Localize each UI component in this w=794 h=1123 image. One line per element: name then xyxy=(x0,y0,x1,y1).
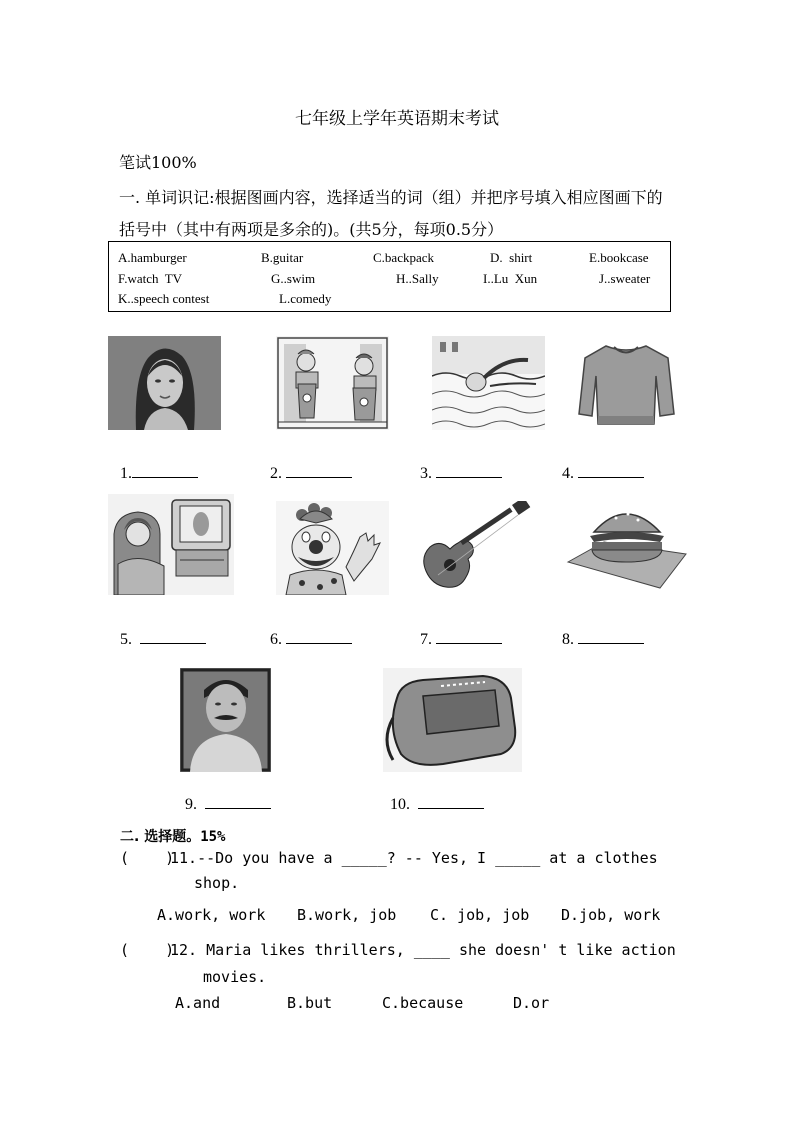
item-7-label: 7. xyxy=(420,629,502,649)
girl-portrait-image xyxy=(108,336,221,430)
question-11-text-cont: shop. xyxy=(194,874,240,892)
answer-blank-3[interactable] xyxy=(436,463,502,478)
sweater-image xyxy=(576,336,677,430)
word-bank xyxy=(108,241,671,312)
exam-title: 七年级上学年英语期末考试 xyxy=(295,109,499,129)
option-e: E.bookcase xyxy=(589,250,649,265)
answer-blank-9[interactable] xyxy=(205,794,271,809)
question-12-option-b[interactable]: B.but xyxy=(287,994,333,1012)
question-11-option-c[interactable]: C. job, job xyxy=(430,906,530,924)
item-1-label: 1. xyxy=(120,463,198,483)
item-10-label: 10. xyxy=(390,794,484,814)
answer-blank-4[interactable] xyxy=(578,463,644,478)
speech-contest-image xyxy=(276,336,389,430)
option-h: H..Sally xyxy=(396,271,439,286)
option-l: L.comedy xyxy=(279,291,332,306)
part1-heading-line1: 一. 单词识记:根据图画内容，选择适当的词（组）并把序号填入相应图画下的 xyxy=(119,188,663,207)
hamburger-image xyxy=(564,492,690,595)
part1-heading-line2: 括号中（其中有两项是多余的)。(共5分，每项0.5分） xyxy=(119,220,504,239)
clown-image xyxy=(276,501,389,595)
guitar-image xyxy=(420,501,533,595)
item-9-label: 9. xyxy=(185,794,271,814)
item-3-label: 3. xyxy=(420,463,502,483)
answer-blank-10[interactable] xyxy=(418,794,484,809)
item-6-label: 6. xyxy=(270,629,352,649)
question-11-option-b[interactable]: B.work, job xyxy=(297,906,397,924)
part2-heading: 二. 选择题。15% xyxy=(120,829,226,845)
answer-blank-8[interactable] xyxy=(578,629,644,644)
watching-tv-image xyxy=(108,494,234,595)
item-5-label: 5. xyxy=(120,629,206,649)
option-c: C.backpack xyxy=(373,250,435,265)
answer-blank-7[interactable] xyxy=(436,629,502,644)
question-12-text-cont: movies. xyxy=(203,968,267,986)
question-11-option-d[interactable]: D.job, work xyxy=(561,906,661,924)
question-12-paren[interactable]: ( ) xyxy=(120,941,175,959)
option-j: J..sweater xyxy=(599,271,651,286)
answer-blank-5[interactable] xyxy=(140,629,206,644)
section-written: 笔试100% xyxy=(119,153,197,172)
answer-blank-2[interactable] xyxy=(286,463,352,478)
lu-xun-portrait-image xyxy=(180,668,271,772)
question-11-paren[interactable]: ( ) xyxy=(120,849,175,867)
question-11-text: 11.--Do you have a _____? -- Yes, I _____ at a clothes xyxy=(170,849,658,867)
item-8-label: 8. xyxy=(562,629,644,649)
option-d: D. shirt xyxy=(490,250,533,265)
question-12-option-a[interactable]: A.and xyxy=(175,994,221,1012)
option-k: K..speech contest xyxy=(118,291,210,306)
question-12-option-c[interactable]: C.because xyxy=(382,994,464,1012)
option-a: A.hamburger xyxy=(118,250,187,265)
option-g: G..swim xyxy=(271,271,316,286)
option-f: F.watch TV xyxy=(118,271,183,286)
answer-blank-1[interactable] xyxy=(132,463,198,478)
item-2-label: 2. xyxy=(270,463,352,483)
question-12-option-d[interactable]: D.or xyxy=(513,994,550,1012)
answer-blank-6[interactable] xyxy=(286,629,352,644)
backpack-image xyxy=(383,668,522,772)
item-4-label: 4. xyxy=(562,463,644,483)
option-b: B.guitar xyxy=(261,250,304,265)
swimmer-image xyxy=(432,336,545,430)
question-12-text: 12. Maria likes thrillers, ____ she doesn' t like action xyxy=(170,941,676,959)
option-i: I..Lu Xun xyxy=(483,271,538,286)
question-11-option-a[interactable]: A.work, work xyxy=(157,906,266,924)
